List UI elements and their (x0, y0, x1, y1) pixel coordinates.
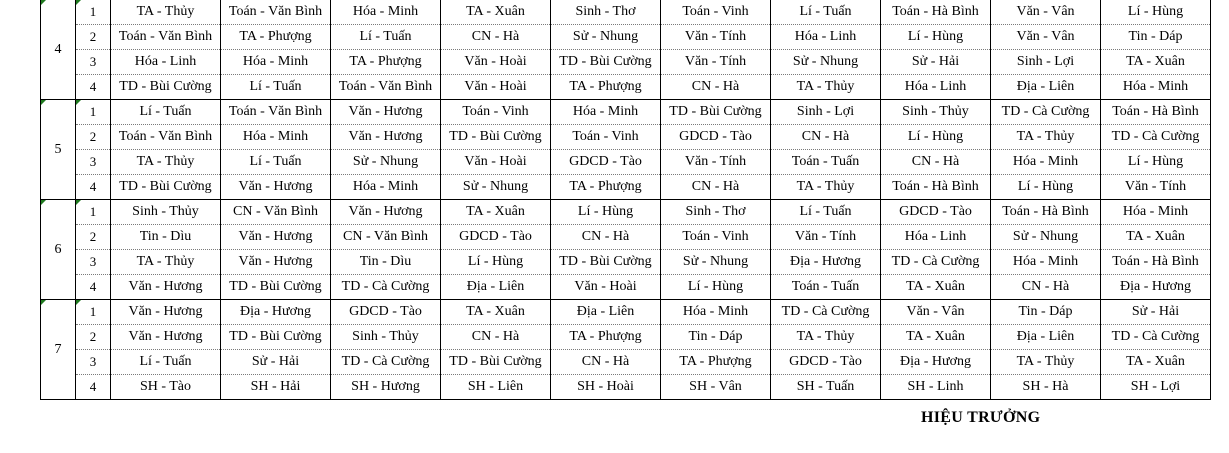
lesson-cell: Sử - Nhung (991, 225, 1101, 250)
lesson-cell: Văn - Hương (331, 200, 441, 225)
lesson-cell: Lí - Tuấn (221, 75, 331, 100)
lesson-cell: CN - Hà (441, 325, 551, 350)
lesson-cell: TA - Phượng (221, 25, 331, 50)
lesson-cell: Hóa - Minh (221, 50, 331, 75)
lesson-cell: SH - Lợi (1101, 375, 1211, 400)
lesson-cell: CN - Văn Bình (331, 225, 441, 250)
lesson-cell: Toán - Hà Bình (1101, 250, 1211, 275)
lesson-cell: Toán - Vinh (661, 0, 771, 25)
lesson-cell: CN - Hà (661, 75, 771, 100)
period-cell: 3 (76, 250, 111, 275)
lesson-cell: Lí - Hùng (661, 275, 771, 300)
lesson-cell: Toán - Vinh (661, 225, 771, 250)
lesson-cell: Văn - Tính (1101, 175, 1211, 200)
lesson-cell: SH - Linh (881, 375, 991, 400)
lesson-cell: GDCD - Tào (771, 350, 881, 375)
lesson-cell: Toán - Hà Bình (991, 200, 1101, 225)
table-row (41, 275, 1211, 300)
lesson-cell: Sinh - Lợi (991, 50, 1101, 75)
lesson-cell: Văn - Hương (111, 300, 221, 325)
lesson-cell: TD - Bùi Cường (441, 125, 551, 150)
lesson-cell: Toán - Hà Bình (881, 175, 991, 200)
period-cell: 4 (76, 275, 111, 300)
lesson-cell: Sử - Nhung (771, 50, 881, 75)
lesson-cell: Tin - Dáp (991, 300, 1101, 325)
table-row (41, 125, 1211, 150)
lesson-cell: Toán - Hà Bình (1101, 100, 1211, 125)
lesson-cell: CN - Hà (771, 125, 881, 150)
lesson-cell: Hóa - Minh (551, 100, 661, 125)
lesson-cell: TD - Cà Cường (331, 275, 441, 300)
lesson-cell: TD - Cà Cường (1101, 125, 1211, 150)
lesson-cell: Toán - Văn Bình (221, 100, 331, 125)
lesson-cell: Văn - Hương (221, 250, 331, 275)
lesson-cell: Hóa - Linh (111, 50, 221, 75)
lesson-cell: Sử - Nhung (331, 150, 441, 175)
lesson-cell: TA - Thủy (111, 150, 221, 175)
period-cell: 4 (76, 75, 111, 100)
lesson-cell: CN - Hà (881, 150, 991, 175)
lesson-cell: Văn - Hương (221, 175, 331, 200)
lesson-cell: Địa - Liên (441, 275, 551, 300)
lesson-cell: Toán - Văn Bình (111, 25, 221, 50)
table-row (41, 50, 1211, 75)
table-row (41, 75, 1211, 100)
lesson-cell: GDCD - Tào (661, 125, 771, 150)
lesson-cell: TA - Thủy (991, 125, 1101, 150)
lesson-cell: Lí - Hùng (441, 250, 551, 275)
table-row (41, 325, 1211, 350)
period-cell: 2 (76, 25, 111, 50)
lesson-cell: Toán - Hà Bình (881, 0, 991, 25)
lesson-cell: Địa - Liên (991, 325, 1101, 350)
lesson-cell: Toán - Vinh (551, 125, 661, 150)
day-cell: 4 (41, 0, 76, 100)
lesson-cell: Văn - Hoài (441, 50, 551, 75)
table-row (41, 200, 1211, 225)
lesson-cell: Địa - Hương (881, 350, 991, 375)
lesson-cell: Sử - Nhung (661, 250, 771, 275)
lesson-cell: Sinh - Thủy (881, 100, 991, 125)
day-cell: 7 (41, 300, 76, 400)
lesson-cell: Văn - Hoài (551, 275, 661, 300)
lesson-cell: Văn - Tính (661, 50, 771, 75)
lesson-cell: Tin - Dáp (1101, 25, 1211, 50)
lesson-cell: TA - Thủy (771, 325, 881, 350)
lesson-cell: TA - Thủy (111, 250, 221, 275)
period-cell: 4 (76, 175, 111, 200)
lesson-cell: Hóa - Minh (331, 0, 441, 25)
lesson-cell: SH - Hoài (551, 375, 661, 400)
lesson-cell: Sinh - Lợi (771, 100, 881, 125)
period-cell: 3 (76, 150, 111, 175)
lesson-cell: SH - Liên (441, 375, 551, 400)
lesson-cell: Toán - Tuấn (771, 275, 881, 300)
period-cell: 3 (76, 350, 111, 375)
lesson-cell: TD - Cà Cường (881, 250, 991, 275)
lesson-cell: TD - Bùi Cường (111, 75, 221, 100)
lesson-cell: Lí - Tuấn (221, 150, 331, 175)
day-cell: 5 (41, 100, 76, 200)
lesson-cell: Địa - Liên (551, 300, 661, 325)
period-cell: 1 (76, 300, 111, 325)
period-cell: 4 (76, 375, 111, 400)
lesson-cell: SH - Hải (221, 375, 331, 400)
lesson-cell: TD - Bùi Cường (551, 50, 661, 75)
lesson-cell: Lí - Hùng (881, 25, 991, 50)
lesson-cell: CN - Hà (441, 25, 551, 50)
lesson-cell: Văn - Hương (111, 275, 221, 300)
lesson-cell: Hóa - Linh (881, 225, 991, 250)
lesson-cell: TA - Phượng (551, 75, 661, 100)
period-cell: 1 (76, 200, 111, 225)
lesson-cell: Toán - Văn Bình (331, 75, 441, 100)
lesson-cell: CN - Hà (551, 350, 661, 375)
lesson-cell: Lí - Hùng (881, 125, 991, 150)
lesson-cell: Địa - Hương (771, 250, 881, 275)
lesson-cell: Địa - Liên (991, 75, 1101, 100)
table-row (41, 350, 1211, 375)
lesson-cell: Hóa - Minh (991, 150, 1101, 175)
lesson-cell: Văn - Hương (331, 100, 441, 125)
lesson-cell: Sinh - Thủy (331, 325, 441, 350)
lesson-cell: Văn - Vân (991, 0, 1101, 25)
lesson-cell: Tin - Dìu (111, 225, 221, 250)
lesson-cell: Văn - Hương (111, 325, 221, 350)
table-row (41, 175, 1211, 200)
lesson-cell: Văn - Hương (331, 125, 441, 150)
lesson-cell: Văn - Tính (661, 150, 771, 175)
lesson-cell: TD - Bùi Cường (221, 325, 331, 350)
lesson-cell: SH - Tào (111, 375, 221, 400)
lesson-cell: GDCD - Tào (441, 225, 551, 250)
lesson-cell: Hóa - Minh (661, 300, 771, 325)
lesson-cell: TA - Xuân (441, 200, 551, 225)
timetable-body (41, 0, 1211, 400)
lesson-cell: Sử - Nhung (551, 25, 661, 50)
table-row (41, 250, 1211, 275)
lesson-cell: Sử - Hải (881, 50, 991, 75)
lesson-cell: Hóa - Minh (1101, 200, 1211, 225)
lesson-cell: TA - Thủy (991, 350, 1101, 375)
lesson-cell: Hóa - Minh (221, 125, 331, 150)
lesson-cell: Lí - Hùng (1101, 150, 1211, 175)
lesson-cell: Hóa - Minh (991, 250, 1101, 275)
lesson-cell: TD - Bùi Cường (441, 350, 551, 375)
lesson-cell: TD - Cà Cường (1101, 325, 1211, 350)
period-cell: 2 (76, 225, 111, 250)
lesson-cell: TD - Bùi Cường (551, 250, 661, 275)
lesson-cell: TA - Xuân (1101, 350, 1211, 375)
lesson-cell: TD - Cà Cường (331, 350, 441, 375)
lesson-cell: TD - Bùi Cường (221, 275, 331, 300)
lesson-cell: SH - Hà (991, 375, 1101, 400)
lesson-cell: CN - Văn Bình (221, 200, 331, 225)
lesson-cell: SH - Vân (661, 375, 771, 400)
lesson-cell: TA - Xuân (441, 300, 551, 325)
lesson-cell: Lí - Hùng (551, 200, 661, 225)
lesson-cell: Sinh - Thủy (111, 200, 221, 225)
lesson-cell: Lí - Tuấn (771, 0, 881, 25)
table-row (41, 0, 1211, 25)
table-row (41, 375, 1211, 400)
lesson-cell: TA - Xuân (441, 0, 551, 25)
lesson-cell: Hóa - Linh (881, 75, 991, 100)
table-row (41, 300, 1211, 325)
lesson-cell: TD - Cà Cường (771, 300, 881, 325)
lesson-cell: TA - Phượng (551, 325, 661, 350)
lesson-cell: Văn - Hoài (441, 150, 551, 175)
lesson-cell: GDCD - Tào (331, 300, 441, 325)
lesson-cell: Toán - Văn Bình (111, 125, 221, 150)
table-row (41, 150, 1211, 175)
lesson-cell: SH - Tuấn (771, 375, 881, 400)
lesson-cell: CN - Hà (661, 175, 771, 200)
period-cell: 2 (76, 125, 111, 150)
lesson-cell: Lí - Hùng (1101, 0, 1211, 25)
lesson-cell: Lí - Tuấn (111, 350, 221, 375)
lesson-cell: TA - Xuân (881, 325, 991, 350)
lesson-cell: Sử - Nhung (441, 175, 551, 200)
lesson-cell: Tin - Dìu (331, 250, 441, 275)
lesson-cell: TA - Phượng (661, 350, 771, 375)
lesson-cell: Sinh - Thơ (551, 0, 661, 25)
table-row (41, 25, 1211, 50)
lesson-cell: Sinh - Thơ (661, 200, 771, 225)
lesson-cell: TD - Bùi Cường (661, 100, 771, 125)
lesson-cell: Địa - Hương (221, 300, 331, 325)
lesson-cell: TA - Xuân (881, 275, 991, 300)
period-cell: 1 (76, 100, 111, 125)
timetable (40, 0, 1211, 400)
lesson-cell: Toán - Vinh (441, 100, 551, 125)
lesson-cell: Văn - Tính (661, 25, 771, 50)
lesson-cell: Văn - Hoài (441, 75, 551, 100)
lesson-cell: Lí - Tuấn (771, 200, 881, 225)
lesson-cell: Lí - Tuấn (111, 100, 221, 125)
lesson-cell: TA - Xuân (1101, 50, 1211, 75)
lesson-cell: Hóa - Minh (331, 175, 441, 200)
lesson-cell: Địa - Hương (1101, 275, 1211, 300)
lesson-cell: TA - Xuân (1101, 225, 1211, 250)
lesson-cell: TA - Phượng (331, 50, 441, 75)
lesson-cell: TA - Thủy (771, 175, 881, 200)
period-cell: 1 (76, 0, 111, 25)
lesson-cell: Sử - Hải (221, 350, 331, 375)
table-row (41, 100, 1211, 125)
lesson-cell: Văn - Tính (771, 225, 881, 250)
period-cell: 2 (76, 325, 111, 350)
lesson-cell: TD - Cà Cường (991, 100, 1101, 125)
table-row (41, 225, 1211, 250)
lesson-cell: Hóa - Minh (1101, 75, 1211, 100)
lesson-cell: TA - Thủy (111, 0, 221, 25)
lesson-cell: Sử - Hải (1101, 300, 1211, 325)
lesson-cell: TA - Phượng (551, 175, 661, 200)
lesson-cell: Tin - Dáp (661, 325, 771, 350)
lesson-cell: GDCD - Tào (551, 150, 661, 175)
lesson-cell: CN - Hà (991, 275, 1101, 300)
lesson-cell: TA - Thủy (771, 75, 881, 100)
lesson-cell: SH - Hương (331, 375, 441, 400)
lesson-cell: Hóa - Linh (771, 25, 881, 50)
signature-title: HIỆU TRƯỞNG (921, 409, 1041, 426)
lesson-cell: Toán - Tuấn (771, 150, 881, 175)
lesson-cell: GDCD - Tào (881, 200, 991, 225)
lesson-cell: Văn - Vân (881, 300, 991, 325)
day-cell: 6 (41, 200, 76, 300)
period-cell: 3 (76, 50, 111, 75)
lesson-cell: Toán - Văn Bình (221, 0, 331, 25)
lesson-cell: Văn - Hương (221, 225, 331, 250)
lesson-cell: Văn - Vân (991, 25, 1101, 50)
lesson-cell: CN - Hà (551, 225, 661, 250)
lesson-cell: Lí - Hùng (991, 175, 1101, 200)
lesson-cell: Lí - Tuấn (331, 25, 441, 50)
lesson-cell: TD - Bùi Cường (111, 175, 221, 200)
